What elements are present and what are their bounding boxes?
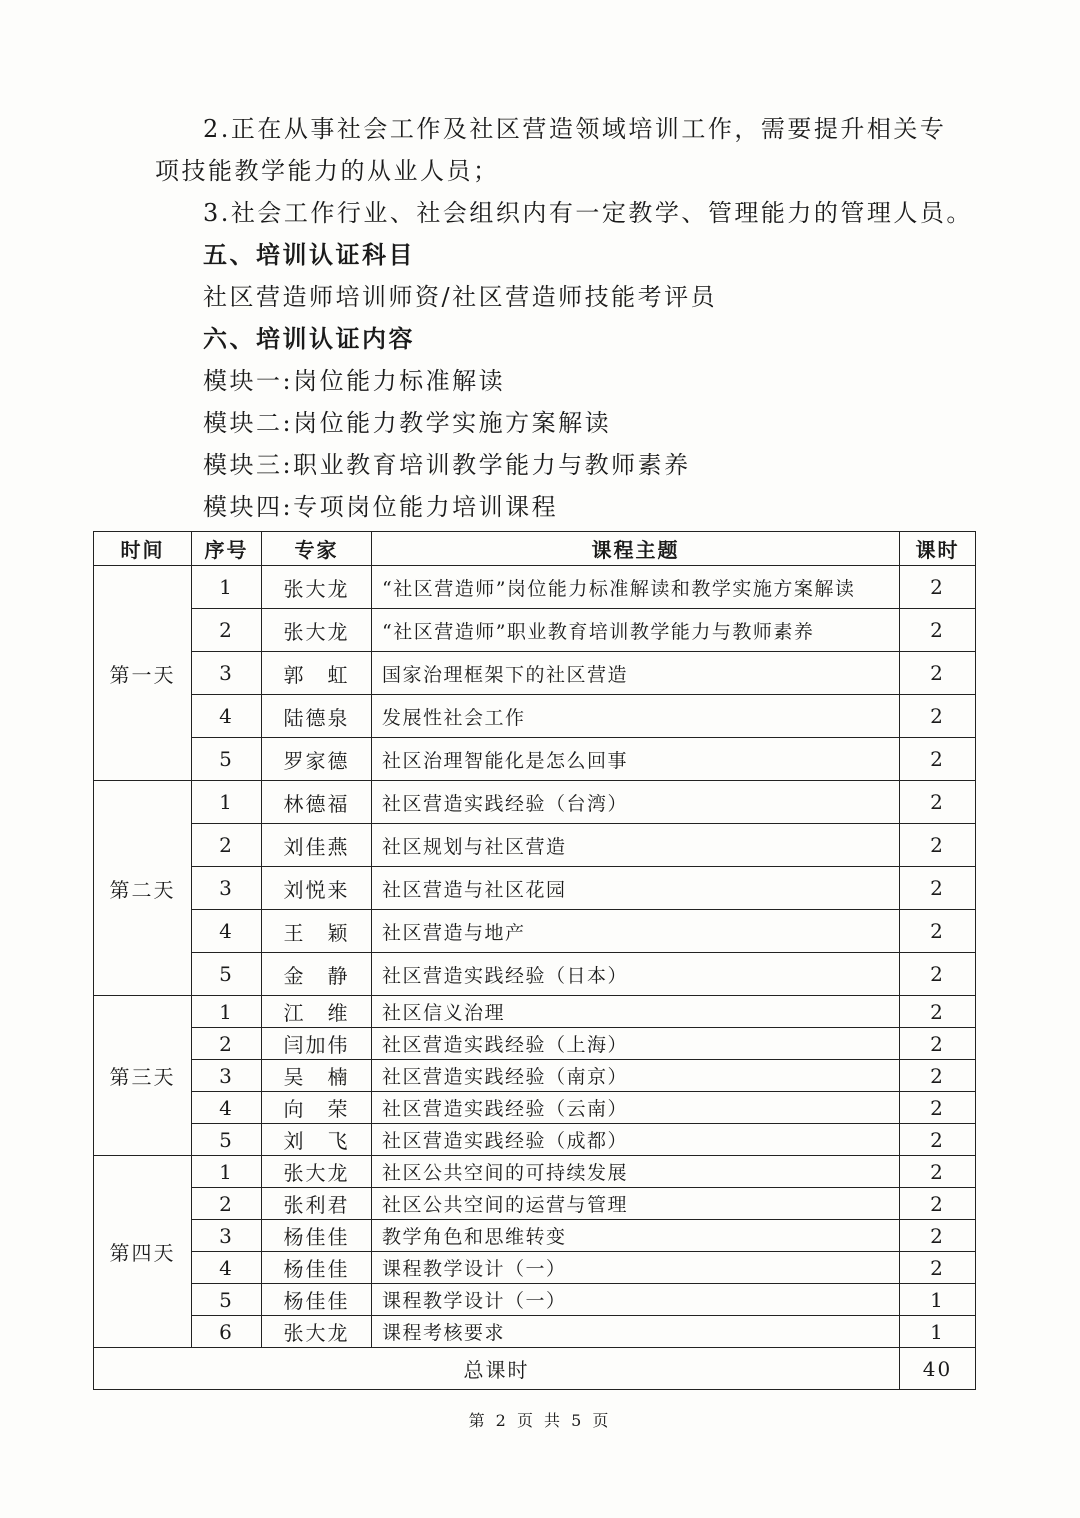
table-row [94,1284,976,1316]
row-topic: 社区营造实践经验（云南） [372,1092,900,1124]
row-hours: 2 [900,1220,976,1252]
row-number: 6 [192,1316,262,1348]
row-topic: 国家治理框架下的社区营造 [372,652,900,695]
row-topic: 社区营造实践经验（台湾） [372,781,900,824]
requirement-2-line1: 2.正在从事社会工作及社区营造领域培训工作，需要提升相关专 [203,115,947,143]
row-number: 1 [192,566,262,609]
row-expert: 杨佳佳 [262,1284,372,1316]
table-row [94,781,976,824]
total-value: 40 [900,1348,976,1390]
table-row [94,566,976,609]
row-hours: 2 [900,1156,976,1188]
header-time: 时间 [94,532,192,566]
table-row [94,1028,976,1060]
row-hours: 2 [900,1124,976,1156]
row-topic: 社区营造与地产 [372,910,900,953]
row-expert: 张利君 [262,1188,372,1220]
row-topic: 发展性社会工作 [372,695,900,738]
table-row [94,953,976,996]
table-row [94,695,976,738]
row-number: 2 [192,824,262,867]
row-hours: 2 [900,695,976,738]
row-expert: 杨佳佳 [262,1252,372,1284]
row-expert: 罗家德 [262,738,372,781]
row-hours: 2 [900,910,976,953]
header-hours: 课时 [900,532,976,566]
row-number: 3 [192,1060,262,1092]
section-heading-5: 五、培训认证科目 [203,241,415,269]
row-topic: “社区营造师”岗位能力标准解读和教学实施方案解读 [372,566,900,609]
row-hours: 2 [900,738,976,781]
row-expert: 张大龙 [262,566,372,609]
row-topic: 社区信义治理 [372,996,900,1028]
row-hours: 2 [900,652,976,695]
row-expert: 江 维 [262,996,372,1028]
row-hours: 2 [900,566,976,609]
header-topic: 课程主题 [372,532,900,566]
table-row [94,609,976,652]
table-row [94,824,976,867]
row-topic: 社区规划与社区营造 [372,824,900,867]
row-expert: 张大龙 [262,1156,372,1188]
table-row [94,910,976,953]
schedule-table [93,531,976,1390]
requirement-2-line2: 项技能教学能力的从业人员； [155,157,500,185]
table-row [94,1316,976,1348]
row-topic: 社区治理智能化是怎么回事 [372,738,900,781]
page-footer: 第 2 页 共 5 页 [468,1411,612,1430]
day-label: 第二天 [94,781,192,996]
row-topic: 社区营造实践经验（南京） [372,1060,900,1092]
table-row [94,867,976,910]
row-number: 4 [192,1092,262,1124]
table-row [94,1092,976,1124]
row-topic: 社区营造实践经验（日本） [372,953,900,996]
row-topic: 课程教学设计（一） [372,1284,900,1316]
row-number: 5 [192,953,262,996]
row-number: 3 [192,652,262,695]
row-hours: 2 [900,1028,976,1060]
row-number: 1 [192,996,262,1028]
row-expert: 杨佳佳 [262,1220,372,1252]
table-row [94,738,976,781]
row-number: 2 [192,1188,262,1220]
row-topic: 社区公共空间的运营与管理 [372,1188,900,1220]
row-expert: 闫加伟 [262,1028,372,1060]
table-row [94,1124,976,1156]
table-row [94,996,976,1028]
row-expert: 向 荣 [262,1092,372,1124]
table-row [94,1188,976,1220]
row-number: 2 [192,609,262,652]
table-row [94,1252,976,1284]
row-number: 2 [192,1028,262,1060]
row-hours: 2 [900,1092,976,1124]
row-hours: 2 [900,1252,976,1284]
row-expert: 林德福 [262,781,372,824]
table-header-row [94,532,976,566]
row-number: 4 [192,1252,262,1284]
module-1: 模块一:岗位能力标准解读 [203,367,506,395]
module-2: 模块二:岗位能力教学实施方案解读 [203,409,612,437]
row-hours: 2 [900,609,976,652]
row-expert: 张大龙 [262,1316,372,1348]
certification-subject: 社区营造师培训师资/社区营造师技能考评员 [203,283,718,311]
row-topic: 社区营造实践经验（成都） [372,1124,900,1156]
day-label: 第一天 [94,566,192,781]
day-label: 第四天 [94,1156,192,1348]
day-label: 第三天 [94,996,192,1156]
table-row [94,1156,976,1188]
table-row [94,652,976,695]
row-number: 1 [192,781,262,824]
row-expert: 张大龙 [262,609,372,652]
row-topic: “社区营造师”职业教育培训教学能力与教师素养 [372,609,900,652]
row-number: 5 [192,1284,262,1316]
row-expert: 吴 楠 [262,1060,372,1092]
table-row [94,1220,976,1252]
row-number: 4 [192,695,262,738]
requirement-3: 3.社会工作行业、社会组织内有一定教学、管理能力的管理人员。 [203,199,973,227]
row-expert: 金 静 [262,953,372,996]
row-expert: 郭 虹 [262,652,372,695]
row-topic: 课程考核要求 [372,1316,900,1348]
row-topic: 教学角色和思维转变 [372,1220,900,1252]
row-topic: 社区营造实践经验（上海） [372,1028,900,1060]
header-expert: 专家 [262,532,372,566]
row-hours: 2 [900,1060,976,1092]
row-expert: 陆德泉 [262,695,372,738]
table-row [94,1060,976,1092]
module-4: 模块四:专项岗位能力培训课程 [203,493,559,521]
section-heading-6: 六、培训认证内容 [203,325,415,353]
row-hours: 2 [900,996,976,1028]
row-hours: 2 [900,1188,976,1220]
row-hours: 2 [900,867,976,910]
row-number: 5 [192,738,262,781]
row-hours: 2 [900,824,976,867]
row-number: 3 [192,867,262,910]
row-number: 1 [192,1156,262,1188]
row-expert: 王 颖 [262,910,372,953]
row-number: 5 [192,1124,262,1156]
row-hours: 1 [900,1316,976,1348]
row-topic: 课程教学设计（一） [372,1252,900,1284]
row-topic: 社区营造与社区花园 [372,867,900,910]
row-topic: 社区公共空间的可持续发展 [372,1156,900,1188]
row-hours: 2 [900,953,976,996]
module-3: 模块三:职业教育培训教学能力与教师素养 [203,451,691,479]
row-expert: 刘悦来 [262,867,372,910]
row-hours: 1 [900,1284,976,1316]
row-number: 3 [192,1220,262,1252]
total-row [94,1348,976,1390]
row-number: 4 [192,910,262,953]
total-label: 总课时 [94,1348,900,1390]
row-expert: 刘佳燕 [262,824,372,867]
row-hours: 2 [900,781,976,824]
header-number: 序号 [192,532,262,566]
row-expert: 刘 飞 [262,1124,372,1156]
